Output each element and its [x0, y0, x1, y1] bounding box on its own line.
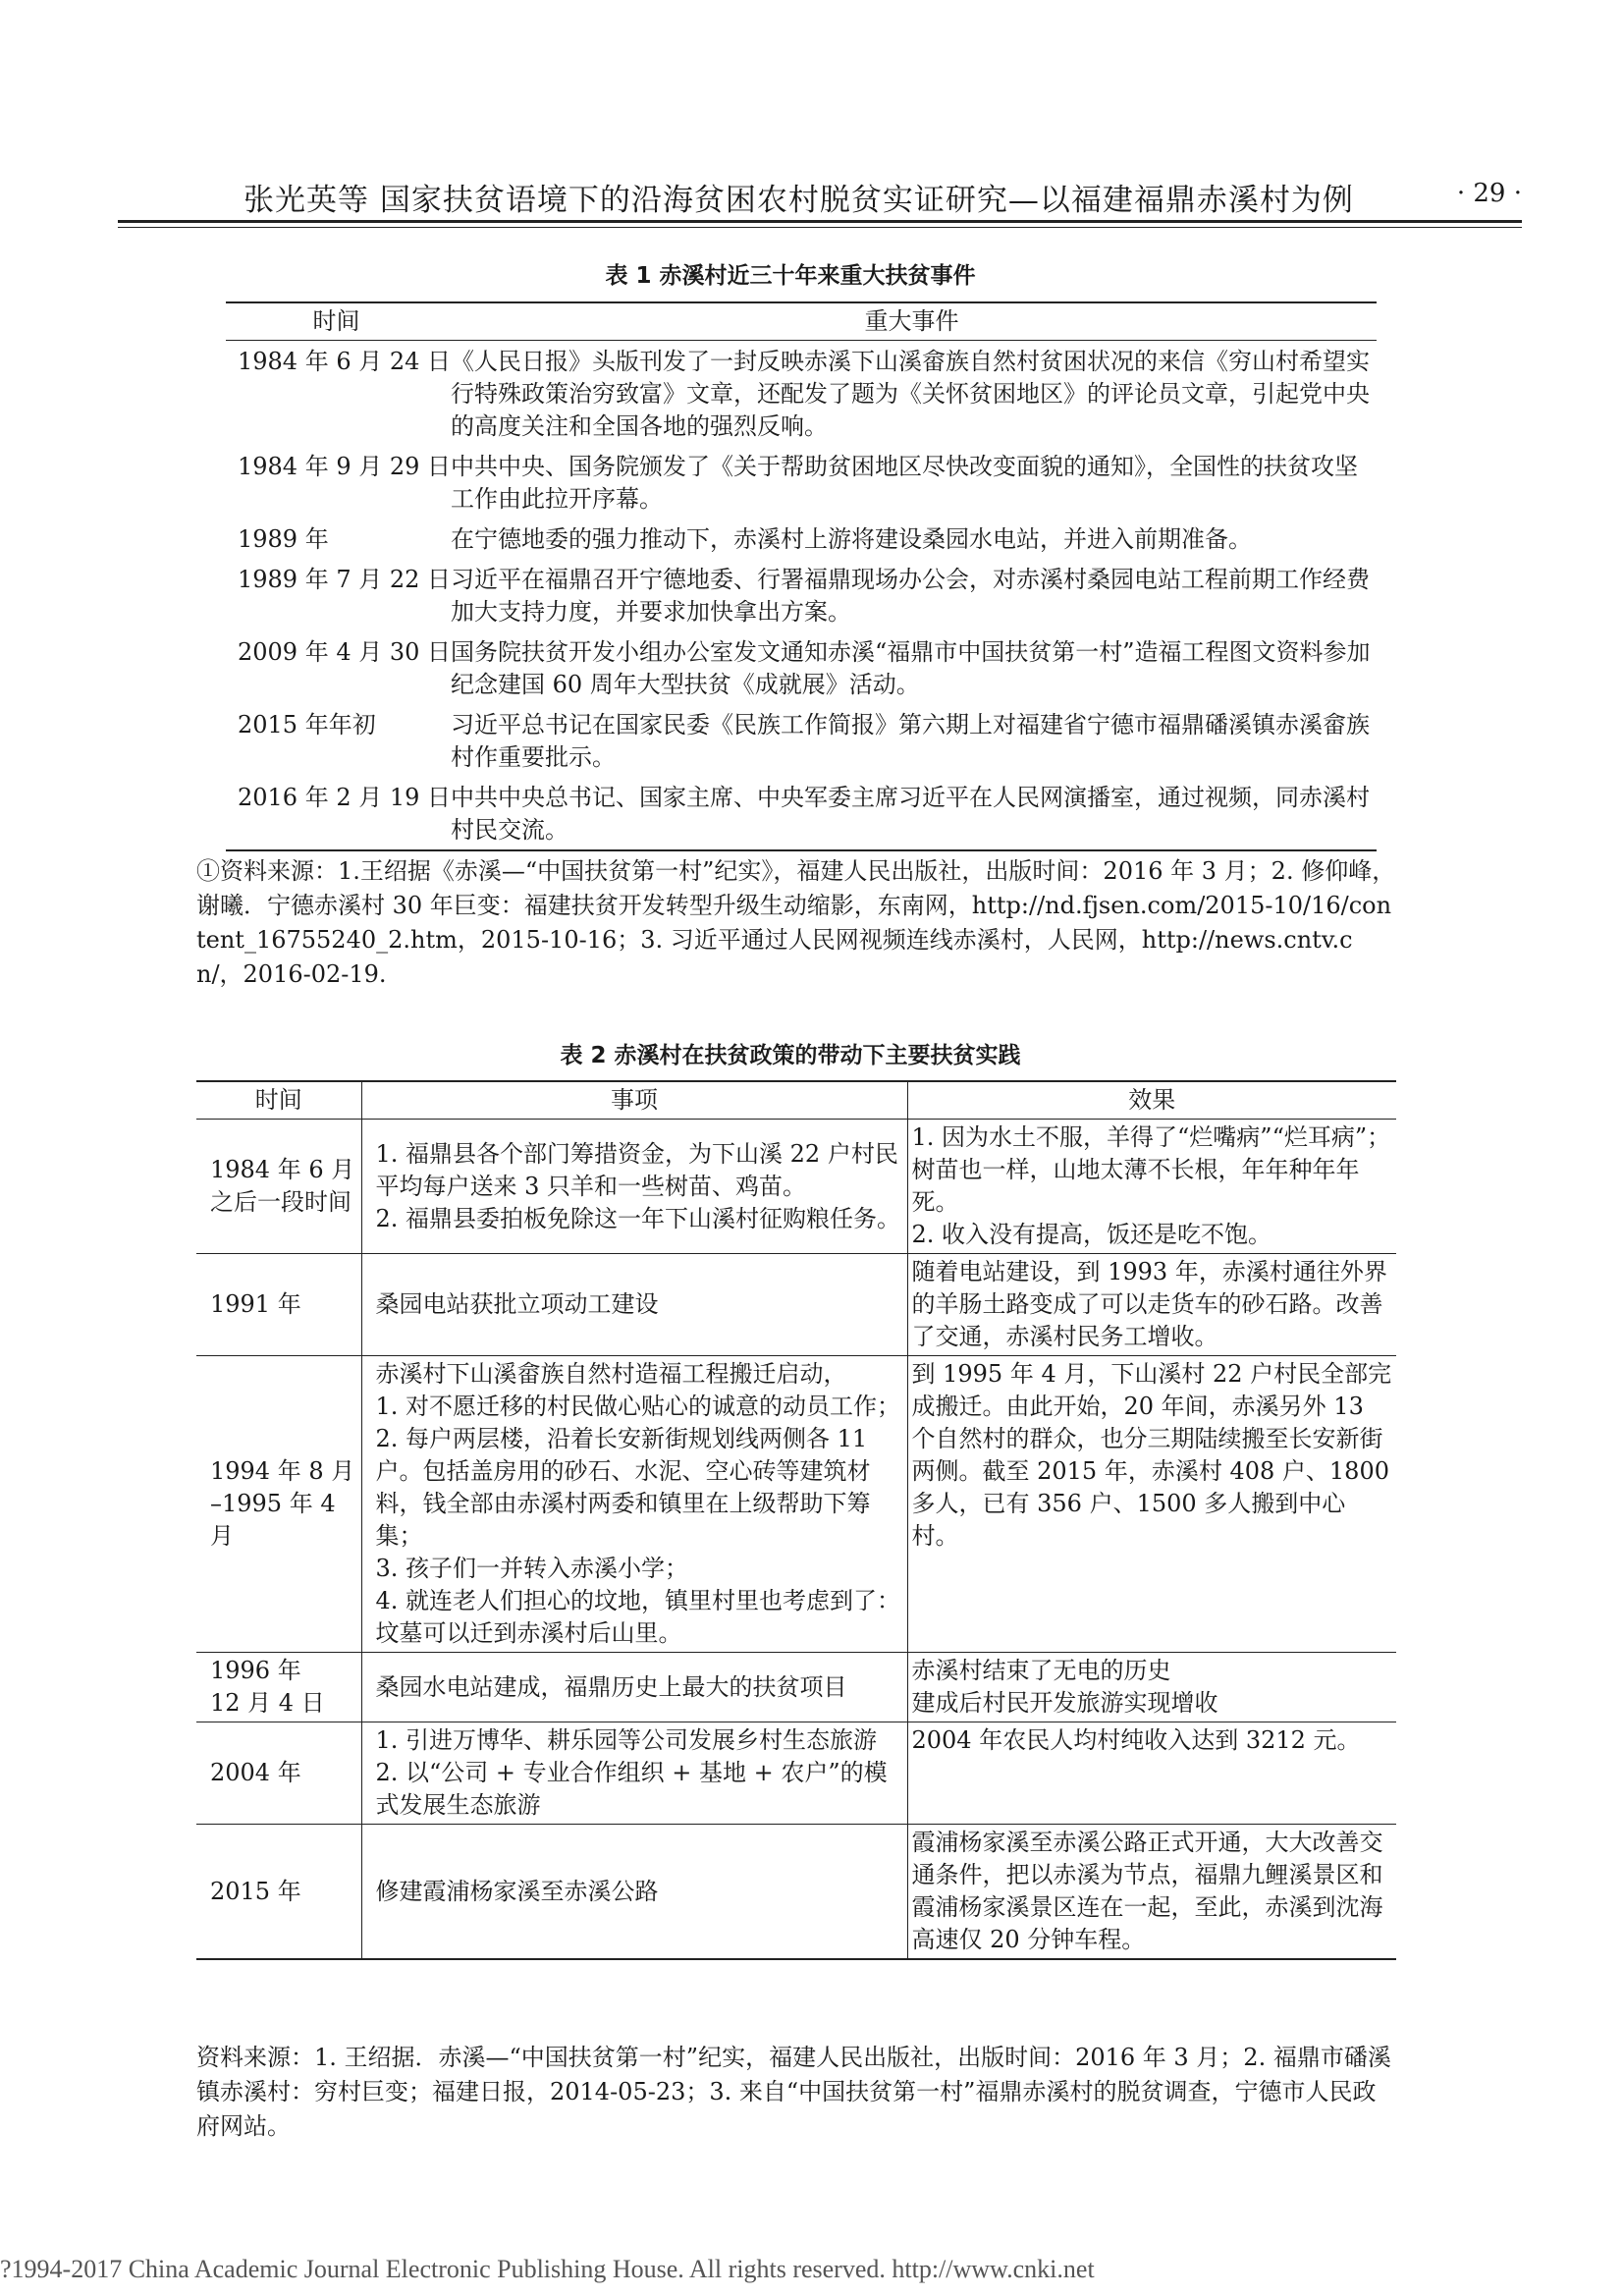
- table2-col-time: 时间: [196, 1081, 361, 1120]
- table2-col-item: 事项: [361, 1081, 907, 1120]
- header-rule-thin: [118, 227, 1522, 228]
- table1-body: [226, 341, 1377, 851]
- table1-date-cell: 2009 年 4 月 30 日: [238, 638, 452, 666]
- table1-event-cell: 《人民日报》头版刊发了一封反映赤溪下山溪畲族自然村贫困状况的来信《穷山村希望实行特殊政策治穷致富》文章，还配发了题为《关怀贫困地区》的评论员文章，引起党中央的高度关注和全国各地的强烈反响。: [451, 348, 1370, 440]
- table2-effect-cell: 到 1995 年 4 月，下山溪村 22 户村民全部完成搬迁。由此开始，20 年间，赤溪另外 13 个自然村的群众，也分三期陆续搬至长安新街两侧。截至 2015 年，赤溪村 408 户、1800 多人，已有 356 户、1500 多人搬到中心村。: [907, 1356, 1396, 1653]
- table2-item-cell: 赤溪村下山溪畲族自然村造福工程搬迁启动， 1. 对不愿迁移的村民做心贴心的诚意的动员工作； 2. 每户两层楼，沿着长安新街规划线两侧各 11 户。包括盖房用的砂石、水泥、空心砖等建筑材料，钱全部由赤溪村两委和镇里在上级帮助下筹集； 3. 孩子们一并转入赤溪小学； 4. 就连老人们担心的坟地，镇里村里也考虑到了：坟墓可以迁到赤溪村后山里。: [361, 1356, 907, 1653]
- table2-time-cell: 1994 年 8 月 –1995 年 4 月: [210, 1457, 355, 1550]
- table2-effect-cell: 霞浦杨家溪至赤溪公路正式开通，大大改善交通条件，把以赤溪为节点，福鼎九鲤溪景区和霞浦杨家溪景区连在一起，至此，赤溪到沈海高速仅 20 分钟车程。: [907, 1825, 1396, 1960]
- footer-copyright: ?1994-2017 China Academic Journal Electronic Publishing House. All rights reserved. http://www.cnki.net: [0, 2255, 1095, 2283]
- table2-item-cell: 修建霞浦杨家溪至赤溪公路: [361, 1825, 907, 1960]
- table2-item-cell: 1. 福鼎县各个部门筹措资金，为下山溪 22 户村民平均每户送来 3 只羊和一些树苗、鸡苗。 2. 福鼎县委拍板免除这一年下山溪村征购粮任务。: [361, 1120, 907, 1254]
- running-title: 张光英等 国家扶贫语境下的沿海贫困农村脱贫实证研究—以福建福鼎赤溪村为例: [243, 183, 1354, 218]
- table2-time-cell: 1984 年 6 月之后一段时间: [210, 1156, 355, 1216]
- table2-effect-cell: 赤溪村结束了无电的历史 建成后村民开发旅游实现增收: [907, 1653, 1396, 1722]
- table2-source-note: 资料来源：1. 王绍据．赤溪—“中国扶贫第一村”纪实，福建人民出版社，出版时间：2016 年 3 月；2. 福鼎市磻溪镇赤溪村：穷村巨变；福建日报，2014-05-23；3. 来自“中国扶贫第一村”福鼎赤溪村的脱贫调查，宁德市人民政府网站。: [196, 2044, 1391, 2140]
- table2-row: [196, 1120, 1396, 1254]
- table1-source-note: ①资料来源：1.王绍据《赤溪—“中国扶贫第一村”纪实》，福建人民出版社，出版时间：2016 年 3 月；2. 修仰峰，谢曦．宁德赤溪村 30 年巨变：福建扶贫开发转型升级生动缩影，东南网，http://nd.fjsen.com/2015-10/16/content_16755240_2.htm，2015-10-16；3. 习近平通过人民网视频连线赤溪村，人民网，http://news.cntv.cn/，2016-02-19.: [196, 857, 1396, 988]
- header-rule-thick: [118, 220, 1522, 223]
- table2-time-cell: 1991 年: [210, 1290, 301, 1318]
- table2-row: [196, 1825, 1396, 1960]
- table2: [196, 1080, 1396, 1960]
- table1-date-cell: 1984 年 9 月 29 日: [238, 453, 452, 480]
- table1-event-cell: 中共中央、国务院颁发了《关于帮助贫困地区尽快改变面貌的通知》，全国性的扶贫攻坚工作由此拉开序幕。: [451, 453, 1358, 513]
- table2-caption: 表 2 赤溪村在扶贫政策的带动下主要扶贫实践: [560, 1043, 1021, 1068]
- table2-row: [196, 1722, 1396, 1825]
- page-number: · 29 ·: [1456, 179, 1522, 208]
- table2-item-cell: 桑园水电站建成，福鼎历史上最大的扶贫项目: [361, 1653, 907, 1722]
- table2-row: [196, 1254, 1396, 1356]
- table1-event-cell: 习近平在福鼎召开宁德地委、行署福鼎现场办公会，对赤溪村桑园电站工程前期工作经费加大支持力度，并要求加快拿出方案。: [451, 566, 1370, 626]
- table2-item-cell: 1. 引进万博华、耕乐园等公司发展乡村生态旅游 2. 以“公司 + 专业合作组织 + 基地 + 农户”的模式发展生态旅游: [361, 1722, 907, 1825]
- table1-date-cell: 2015 年年初: [238, 711, 376, 738]
- table1-date-cell: 1989 年 7 月 22 日: [238, 566, 452, 593]
- table1-row: [226, 704, 1377, 777]
- table1-row: [226, 777, 1377, 850]
- table2-item-cell: 桑园电站获批立项动工建设: [361, 1254, 907, 1356]
- table1-date-cell: 1984 年 6 月 24 日: [238, 348, 452, 375]
- table1-event-cell: 在宁德地委的强力推动下，赤溪村上游将建设桑园水电站，并进入前期准备。: [451, 525, 1252, 553]
- table2-row: [196, 1653, 1396, 1722]
- table1: [226, 301, 1377, 851]
- table2-time-cell: 2004 年: [210, 1759, 301, 1786]
- table2-effect-cell: 随着电站建设，到 1993 年，赤溪村通往外界的羊肠土路变成了可以走货车的砂石路。改善了交通，赤溪村民务工增收。: [907, 1254, 1396, 1356]
- table1-col-time: 时间: [226, 302, 447, 341]
- table1-header-row: [226, 302, 1377, 341]
- table1-row: [226, 631, 1377, 704]
- table1-row: [226, 341, 1377, 447]
- table1-event-cell: 习近平总书记在国家民委《民族工作简报》第六期上对福建省宁德市福鼎磻溪镇赤溪畲族村作重要批示。: [451, 711, 1370, 771]
- table1-event-cell: 国务院扶贫开发小组办公室发文通知赤溪“福鼎市中国扶贫第一村”造福工程图文资料参加纪念建国 60 周年大型扶贫《成就展》活动。: [451, 638, 1371, 698]
- table2-time-cell: 1996 年 12 月 4 日: [210, 1657, 325, 1717]
- table1-caption: 表 1 赤溪村近三十年来重大扶贫事件: [605, 263, 976, 289]
- page-header: [118, 175, 1522, 230]
- table2-header-row: [196, 1081, 1396, 1120]
- table1-event-cell: 中共中央总书记、国家主席、中央军委主席习近平在人民网演播室，通过视频，同赤溪村村民交流。: [451, 784, 1370, 844]
- table2-col-effect: 效果: [907, 1081, 1396, 1120]
- table1-date-cell: 1989 年: [238, 525, 329, 553]
- table1-row: [226, 519, 1377, 559]
- table1-row: [226, 559, 1377, 631]
- table1-col-event: 重大事件: [447, 302, 1377, 341]
- table2-effect-cell: 1. 因为水土不服，羊得了“烂嘴病”“烂耳病”；树苗也一样，山地太薄不长根，年年种年年死。 2. 收入没有提高，饭还是吃不饱。: [907, 1120, 1396, 1254]
- table1-date-cell: 2016 年 2 月 19 日: [238, 784, 452, 811]
- table2-time-cell: 2015 年: [210, 1877, 301, 1905]
- table1-row: [226, 446, 1377, 519]
- table2-row: [196, 1356, 1396, 1653]
- table2-body: [196, 1120, 1396, 1960]
- table2-effect-cell: 2004 年农民人均村纯收入达到 3212 元。: [907, 1722, 1396, 1825]
